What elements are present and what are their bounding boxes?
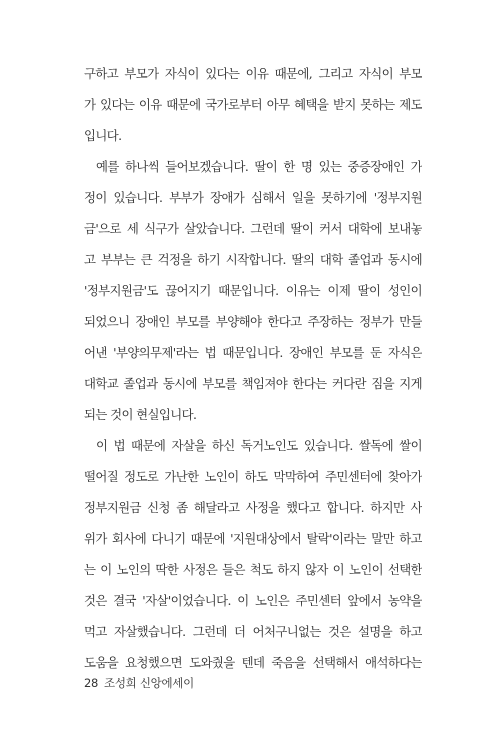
paragraph-3 <box>84 430 422 678</box>
text-line: 가 있다는 이유 때문에 국가로부터 아무 혜택을 받지 못하는 제도 <box>84 97 422 112</box>
book-title: 조성희 신앙에세이 <box>104 676 194 690</box>
text-line: '정부지원금'도 끊어지기 때문입니다. 이유는 이제 딸이 성인이 <box>84 283 422 298</box>
text-line: 는 이 노인의 딱한 사정은 들은 척도 하지 않자 이 노인이 선택한 <box>84 562 422 577</box>
text-line: 고 부부는 큰 걱정을 하기 시작합니다. 딸의 대학 졸업과 동시에 <box>84 252 422 267</box>
text-line: 위가 회사에 다니기 때문에 '지원대상에서 탈락'이라는 말만 하고 <box>84 531 422 546</box>
text-line: 되는 것이 현실입니다. <box>84 407 197 422</box>
page-number: 28 <box>84 676 99 690</box>
text-line: 예를 하나씩 들어보겠습니다. 딸이 한 명 있는 중증장애인 가 <box>96 159 422 174</box>
text-line: 것은 결국 '자살'이었습니다. 이 노인은 주민센터 앞에서 농약을 <box>84 593 422 608</box>
text-line: 정이 있습니다. 부부가 장애가 심해서 일을 못하기에 '정부지원 <box>84 190 422 205</box>
text-line: 구하고 부모가 자식이 있다는 이유 때문에, 그리고 자식이 부모 <box>84 66 422 81</box>
body-text <box>84 58 422 678</box>
text-line: 먹고 자살했습니다. 그런데 더 어처구니없는 것은 설명을 하고 <box>84 624 422 639</box>
text-line: 정부지원금 신청 좀 해달라고 사정을 했다고 합니다. 하지만 사 <box>84 500 422 515</box>
text-line: 입니다. <box>84 128 122 143</box>
text-line: 되었으니 장애인 부모를 부양해야 한다고 주장하는 정부가 만들 <box>84 314 422 329</box>
text-line: 금'으로 세 식구가 살았습니다. 그런데 딸이 커서 대학에 보내놓 <box>84 221 422 236</box>
text-line: 어낸 '부양의무제'라는 법 때문입니다. 장애인 부모를 둔 자식은 <box>84 345 422 360</box>
text-line: 떨어질 정도로 가난한 노인이 하도 막막하여 주민센터에 찾아가 <box>84 469 422 484</box>
paragraph-2 <box>84 151 422 430</box>
text-line: 대학교 졸업과 동시에 부모를 책임져야 한다는 커다란 짐을 지게 <box>84 376 422 391</box>
text-line: 이 법 때문에 자살을 하신 독거노인도 있습니다. 쌀독에 쌀이 <box>96 438 422 453</box>
text-line: 도움을 요청했으면 도와줬을 텐데 죽음을 선택해서 애석하다는 <box>84 655 422 670</box>
page-footer <box>84 675 194 691</box>
paragraph-1 <box>84 58 422 151</box>
